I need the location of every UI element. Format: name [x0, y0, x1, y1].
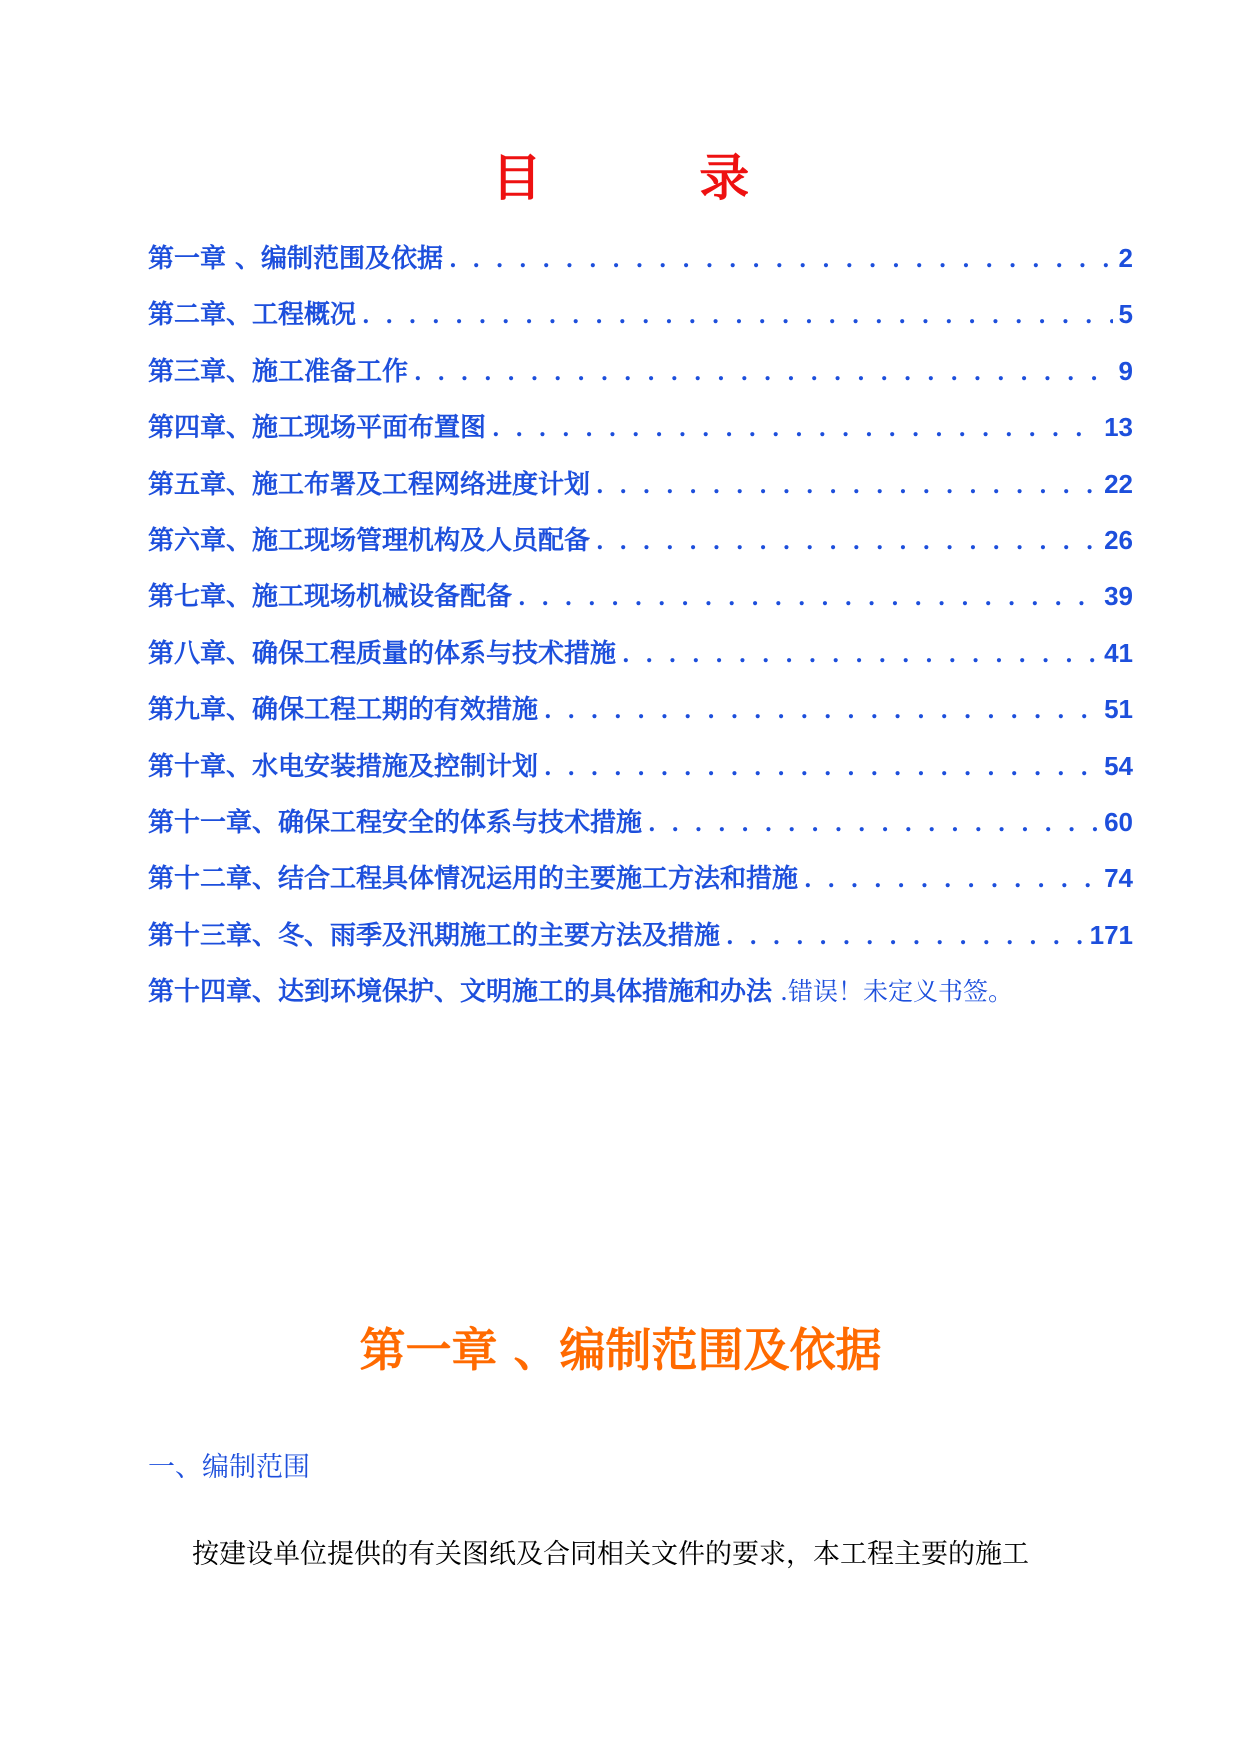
- section-title: 一、编制范围: [148, 1452, 310, 1483]
- toc-entry-1[interactable]: [148, 238, 1133, 294]
- toc-entry-14[interactable]: [148, 971, 1133, 1027]
- toc-dot-leader: [648, 811, 1098, 837]
- toc-entry-label: 第九章、确保工程工期的有效措施: [148, 695, 539, 726]
- toc-entry-13[interactable]: [148, 915, 1133, 971]
- toc-entry-6[interactable]: [148, 520, 1133, 576]
- toc-entry-label: 第五章、施工布署及工程网络进度计划: [148, 469, 591, 500]
- table-of-contents: [148, 238, 1133, 1027]
- toc-page-number: 74: [1104, 863, 1133, 894]
- toc-dot-leader: [544, 698, 1098, 724]
- toc-entry-label: 第六章、施工现场管理机构及人员配备: [148, 525, 591, 556]
- toc-page-number: 171: [1089, 919, 1133, 950]
- toc-entry-4[interactable]: [148, 407, 1133, 463]
- toc-page-number: 60: [1104, 806, 1133, 837]
- toc-entry-3[interactable]: [148, 351, 1133, 407]
- toc-entry-12[interactable]: [148, 858, 1133, 914]
- toc-page-number: 2: [1118, 243, 1133, 273]
- toc-page-number: 51: [1104, 694, 1133, 725]
- toc-dot-leader: [544, 755, 1098, 781]
- toc-dot-leader: [492, 416, 1098, 442]
- toc-dot-leader: [804, 867, 1098, 893]
- toc-entry-label: 第十二章、结合工程具体情况运用的主要施工方法和措施: [148, 864, 799, 895]
- toc-bookmark-error: .错误！未定义书签。: [780, 977, 1013, 1007]
- toc-page-number: 22: [1104, 468, 1133, 499]
- toc-dot-leader: [596, 473, 1098, 499]
- toc-entry-label: 第三章、施工准备工作: [148, 356, 409, 387]
- toc-dot-leader: [596, 529, 1098, 555]
- toc-entry-label: 第十章、水电安装措施及控制计划: [148, 751, 539, 782]
- toc-entry-label: 第一章 、编制范围及依据: [148, 244, 444, 274]
- toc-page-number: 9: [1118, 355, 1133, 386]
- toc-entry-11[interactable]: [148, 802, 1133, 858]
- toc-entry-2[interactable]: [148, 294, 1133, 350]
- toc-dot-leader: [414, 360, 1113, 386]
- toc-page-number: 26: [1104, 524, 1133, 555]
- toc-entry-label: 第十四章、达到环境保护、文明施工的具体措施和办法: [148, 977, 773, 1008]
- toc-entry-label: 第十三章、冬、雨季及汛期施工的主要方法及措施: [148, 920, 721, 951]
- toc-dot-leader: [726, 924, 1084, 950]
- toc-entry-5[interactable]: [148, 464, 1133, 520]
- body-paragraph: 按建设单位提供的有关图纸及合同相关文件的要求，本工程主要的施工: [192, 1539, 1029, 1570]
- toc-entry-10[interactable]: [148, 746, 1133, 802]
- toc-dot-leader: [622, 642, 1098, 668]
- toc-page-number: 54: [1104, 750, 1133, 781]
- toc-dot-leader: [518, 585, 1098, 611]
- toc-title: 目 录: [491, 148, 820, 207]
- toc-entry-label: 第四章、施工现场平面布置图: [148, 413, 487, 444]
- toc-dot-leader: [449, 247, 1112, 273]
- toc-page-number: 41: [1104, 637, 1133, 668]
- toc-entry-8[interactable]: [148, 633, 1133, 689]
- toc-entry-label: 第二章、工程概况: [148, 300, 357, 331]
- toc-page-number: 5: [1118, 299, 1133, 330]
- toc-entry-7[interactable]: [148, 576, 1133, 632]
- toc-page-number: 39: [1104, 581, 1133, 612]
- chapter-title: 第一章 、编制范围及依据: [359, 1323, 882, 1377]
- toc-page-number: 13: [1104, 412, 1133, 443]
- toc-entry-9[interactable]: [148, 689, 1133, 745]
- toc-dot-leader: [362, 303, 1113, 329]
- toc-entry-label: 第八章、确保工程质量的体系与技术措施: [148, 638, 617, 669]
- toc-entry-label: 第七章、施工现场机械设备配备: [148, 582, 513, 613]
- toc-entry-label: 第十一章、确保工程安全的体系与技术措施: [148, 807, 643, 838]
